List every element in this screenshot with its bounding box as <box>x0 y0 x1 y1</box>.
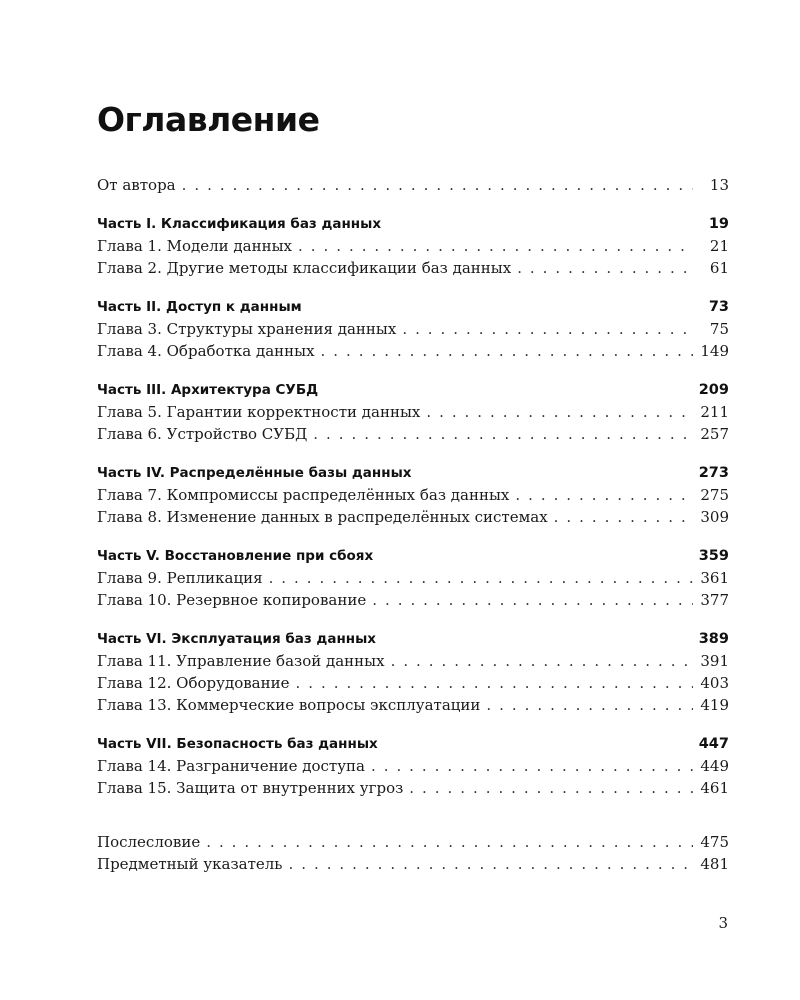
toc-part-heading[interactable] <box>97 462 729 484</box>
dot-leader <box>391 650 693 672</box>
toc-entry-page: 377 <box>700 591 729 609</box>
toc-entry-title: Глава 14. Разграничение доступа <box>97 757 365 775</box>
dot-leader <box>206 831 693 853</box>
toc-entry-page: 309 <box>700 508 729 526</box>
toc-entry-page: 403 <box>700 674 729 692</box>
toc-part-group <box>97 733 729 799</box>
page-title: Оглавление <box>97 100 320 139</box>
dot-leader <box>409 777 693 799</box>
toc-entry-page: 275 <box>700 486 729 504</box>
toc-entry[interactable] <box>97 755 729 777</box>
toc-part-heading[interactable] <box>97 379 729 401</box>
toc-entry-page: 475 <box>700 833 729 851</box>
toc-entry-page: 211 <box>700 403 729 421</box>
toc-entry[interactable] <box>97 777 729 799</box>
dot-leader <box>486 694 693 716</box>
toc-entry-title: Глава 13. Коммерческие вопросы эксплуатации <box>97 696 481 714</box>
toc-part-heading[interactable] <box>97 213 729 235</box>
dot-leader <box>371 755 693 777</box>
toc-entry[interactable] <box>97 401 729 423</box>
toc-entry[interactable] <box>97 318 729 340</box>
dot-leader <box>313 423 693 445</box>
dot-leader <box>182 174 693 196</box>
toc-part-title: Часть I. Классификация баз данных <box>97 216 382 232</box>
dot-leader <box>321 340 693 362</box>
toc-part-heading[interactable] <box>97 733 729 755</box>
dot-leader <box>298 235 693 257</box>
toc-part-page: 447 <box>698 736 729 752</box>
toc-entry[interactable] <box>97 567 729 589</box>
toc-part-group <box>97 296 729 362</box>
toc-entry[interactable] <box>97 672 729 694</box>
toc-part-group <box>97 379 729 445</box>
dot-leader <box>517 257 693 279</box>
toc-entry-title: Глава 15. Защита от внутренних угроз <box>97 779 404 797</box>
dot-leader <box>426 401 693 423</box>
toc-entry-page: 13 <box>709 176 729 194</box>
toc-entry-page: 461 <box>700 779 729 797</box>
toc-entry-page: 481 <box>700 855 729 873</box>
toc-part-page: 359 <box>698 548 729 564</box>
toc-entry[interactable] <box>97 423 729 445</box>
toc-entry-title: Глава 2. Другие методы классификации баз данных <box>97 259 512 277</box>
toc-entry-page: 61 <box>709 259 729 277</box>
toc-entry-page: 449 <box>700 757 729 775</box>
toc-part-group <box>97 462 729 528</box>
toc-entry-title: Глава 12. Оборудование <box>97 674 290 692</box>
dot-leader <box>402 318 693 340</box>
dot-leader <box>296 672 694 694</box>
toc-part-page: 273 <box>698 465 729 481</box>
toc-entry-page: 257 <box>700 425 729 443</box>
dot-leader <box>372 589 693 611</box>
toc-entry-page: 419 <box>700 696 729 714</box>
dot-leader <box>269 567 693 589</box>
toc-entry-title: Предметный указатель <box>97 855 283 873</box>
toc-entry[interactable] <box>97 257 729 279</box>
toc-entry[interactable] <box>97 484 729 506</box>
toc-part-title: Часть IV. Распределённые базы данных <box>97 465 412 481</box>
toc-part-title: Часть III. Архитектура СУБД <box>97 382 319 398</box>
toc-part-heading[interactable] <box>97 545 729 567</box>
toc-entry[interactable] <box>97 235 729 257</box>
toc-part-title: Часть VII. Безопасность баз данных <box>97 736 378 752</box>
toc-part-group <box>97 213 729 279</box>
toc-part-heading[interactable] <box>97 628 729 650</box>
toc-part-title: Часть V. Восстановление при сбоях <box>97 548 374 564</box>
toc-entry[interactable] <box>97 694 729 716</box>
toc-front-group <box>97 174 729 196</box>
toc-entry-page: 75 <box>709 320 729 338</box>
toc-entry-page: 361 <box>700 569 729 587</box>
toc-entry-title: Глава 3. Структуры хранения данных <box>97 320 397 338</box>
toc-entry[interactable] <box>97 650 729 672</box>
toc-entry-page: 21 <box>709 237 729 255</box>
page-number: 3 <box>718 914 728 932</box>
toc-entry-title: Глава 6. Устройство СУБД <box>97 425 308 443</box>
toc-entry-title: Глава 1. Модели данных <box>97 237 293 255</box>
toc-part-group <box>97 628 729 716</box>
toc-part-group <box>97 545 729 611</box>
toc-backmatter-group <box>97 831 729 875</box>
toc-entry-title: Глава 4. Обработка данных <box>97 342 315 360</box>
toc-entry[interactable] <box>97 340 729 362</box>
toc-entry-title: Глава 8. Изменение данных в распределённых системах <box>97 508 548 526</box>
toc-part-heading[interactable] <box>97 296 729 318</box>
toc-entry[interactable] <box>97 853 729 875</box>
toc-entry-title: Глава 10. Резервное копирование <box>97 591 367 609</box>
toc-part-page: 209 <box>698 382 729 398</box>
dot-leader <box>515 484 693 506</box>
toc-entry-title: Послесловие <box>97 833 201 851</box>
toc-entry[interactable] <box>97 831 729 853</box>
toc-entry-page: 149 <box>700 342 729 360</box>
toc-entry[interactable] <box>97 174 729 196</box>
toc-entry-title: Глава 9. Репликация <box>97 569 263 587</box>
toc-part-page: 73 <box>708 299 729 315</box>
toc-part-page: 19 <box>708 216 729 232</box>
toc-entry-title: Глава 5. Гарантии корректности данных <box>97 403 421 421</box>
table-of-contents <box>97 174 729 875</box>
toc-part-page: 389 <box>698 631 729 647</box>
toc-entry-page: 391 <box>700 652 729 670</box>
toc-part-title: Часть VI. Эксплуатация баз данных <box>97 631 377 647</box>
dot-leader <box>288 853 693 875</box>
toc-part-title: Часть II. Доступ к данным <box>97 299 302 315</box>
toc-entry-title: Глава 11. Управление базой данных <box>97 652 385 670</box>
toc-entry[interactable] <box>97 589 729 611</box>
toc-entry[interactable] <box>97 506 729 528</box>
dot-leader <box>554 506 693 528</box>
toc-entry-title: От автора <box>97 176 176 194</box>
toc-entry-title: Глава 7. Компромиссы распределённых баз данных <box>97 486 510 504</box>
